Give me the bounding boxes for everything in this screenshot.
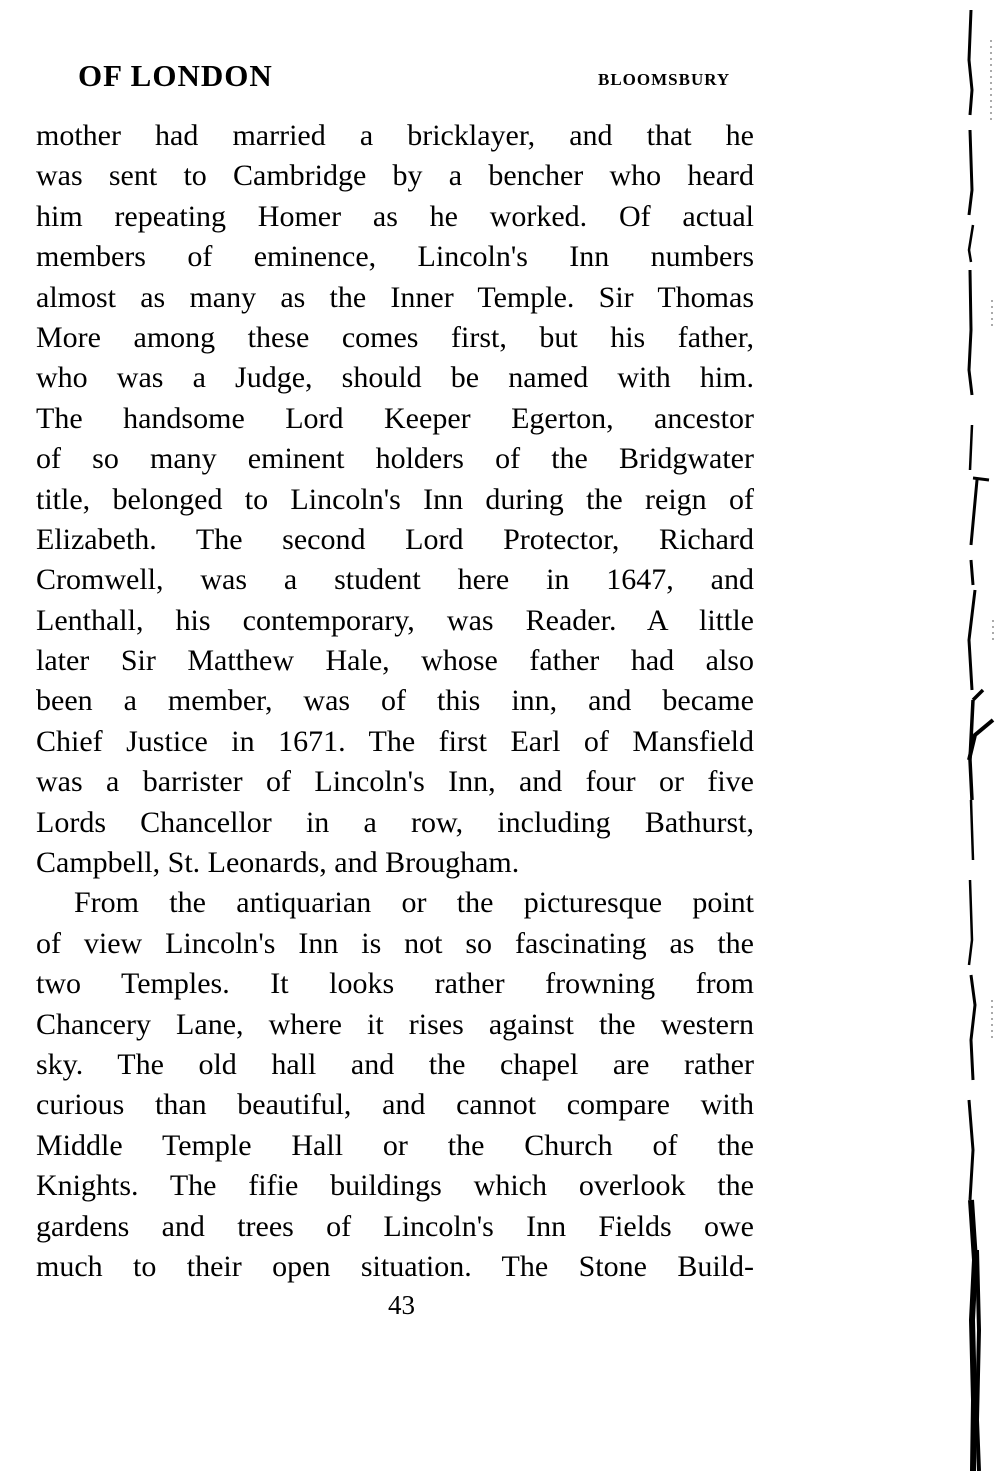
text-line: sky. The old hall and the chapel are rather — [36, 1047, 754, 1081]
text-line: Middle Temple Hall or the Church of the — [36, 1128, 754, 1162]
text-line: title, belonged to Lincoln's Inn during the reign of — [36, 482, 754, 516]
text-line: The handsome Lord Keeper Egerton, ancestor — [36, 401, 754, 435]
text-line: From the antiquarian or the picturesque point — [74, 886, 754, 920]
text-line: gardens and trees of Lincoln's Inn Fields owe — [36, 1209, 754, 1243]
text-line: Chief Justice in 1671. The first Earl of Mansfield — [36, 724, 754, 758]
text-line: curious than beautiful, and cannot compare with — [36, 1088, 754, 1122]
text-line: much to their open situation. The Stone Build- — [36, 1249, 754, 1283]
text-line: was sent to Cambridge by a bencher who heard — [36, 159, 754, 193]
binding-edge-artifact — [955, 0, 1000, 1471]
text-line: members of eminence, Lincoln's Inn numbers — [36, 240, 754, 274]
body-text — [36, 116, 754, 1287]
text-line: Elizabeth. The second Lord Protector, Richard — [36, 522, 754, 556]
running-head-title: OF LONDON — [78, 58, 273, 93]
text-line: Knights. The fifie buildings which overlook the — [36, 1169, 754, 1203]
paragraph — [36, 116, 754, 883]
text-line: almost as many as the Inner Temple. Sir Thomas — [36, 280, 754, 314]
text-line: Lenthall, his contemporary, was Reader. A little — [36, 603, 754, 637]
text-line: of view Lincoln's Inn is not so fascinating as the — [36, 926, 754, 960]
text-line: More among these comes first, but his father, — [36, 320, 754, 354]
paragraph — [36, 883, 754, 1287]
text-line: Campbell, St. Leonards, and Brougham. — [36, 846, 520, 880]
running-head-section: BLOOMSBURY — [598, 70, 731, 89]
page-number: 43 — [388, 1290, 415, 1320]
text-line: two Temples. It looks rather frowning from — [36, 967, 754, 1001]
text-line: Cromwell, was a student here in 1647, and — [36, 563, 754, 597]
text-line: him repeating Homer as he worked. Of actual — [36, 199, 754, 233]
text-line: who was a Judge, should be named with him. — [36, 361, 754, 395]
text-line: of so many eminent holders of the Bridgwater — [36, 442, 754, 476]
text-line: later Sir Matthew Hale, whose father had also — [36, 644, 754, 678]
text-line: been a member, was of this inn, and became — [36, 684, 754, 718]
text-line: mother had married a bricklayer, and that he — [36, 119, 754, 152]
text-line: was a barrister of Lincoln's Inn, and four or five — [36, 765, 754, 799]
text-line: Chancery Lane, where it rises against the western — [36, 1007, 754, 1041]
text-line: Lords Chancellor in a row, including Bathurst, — [36, 805, 754, 839]
